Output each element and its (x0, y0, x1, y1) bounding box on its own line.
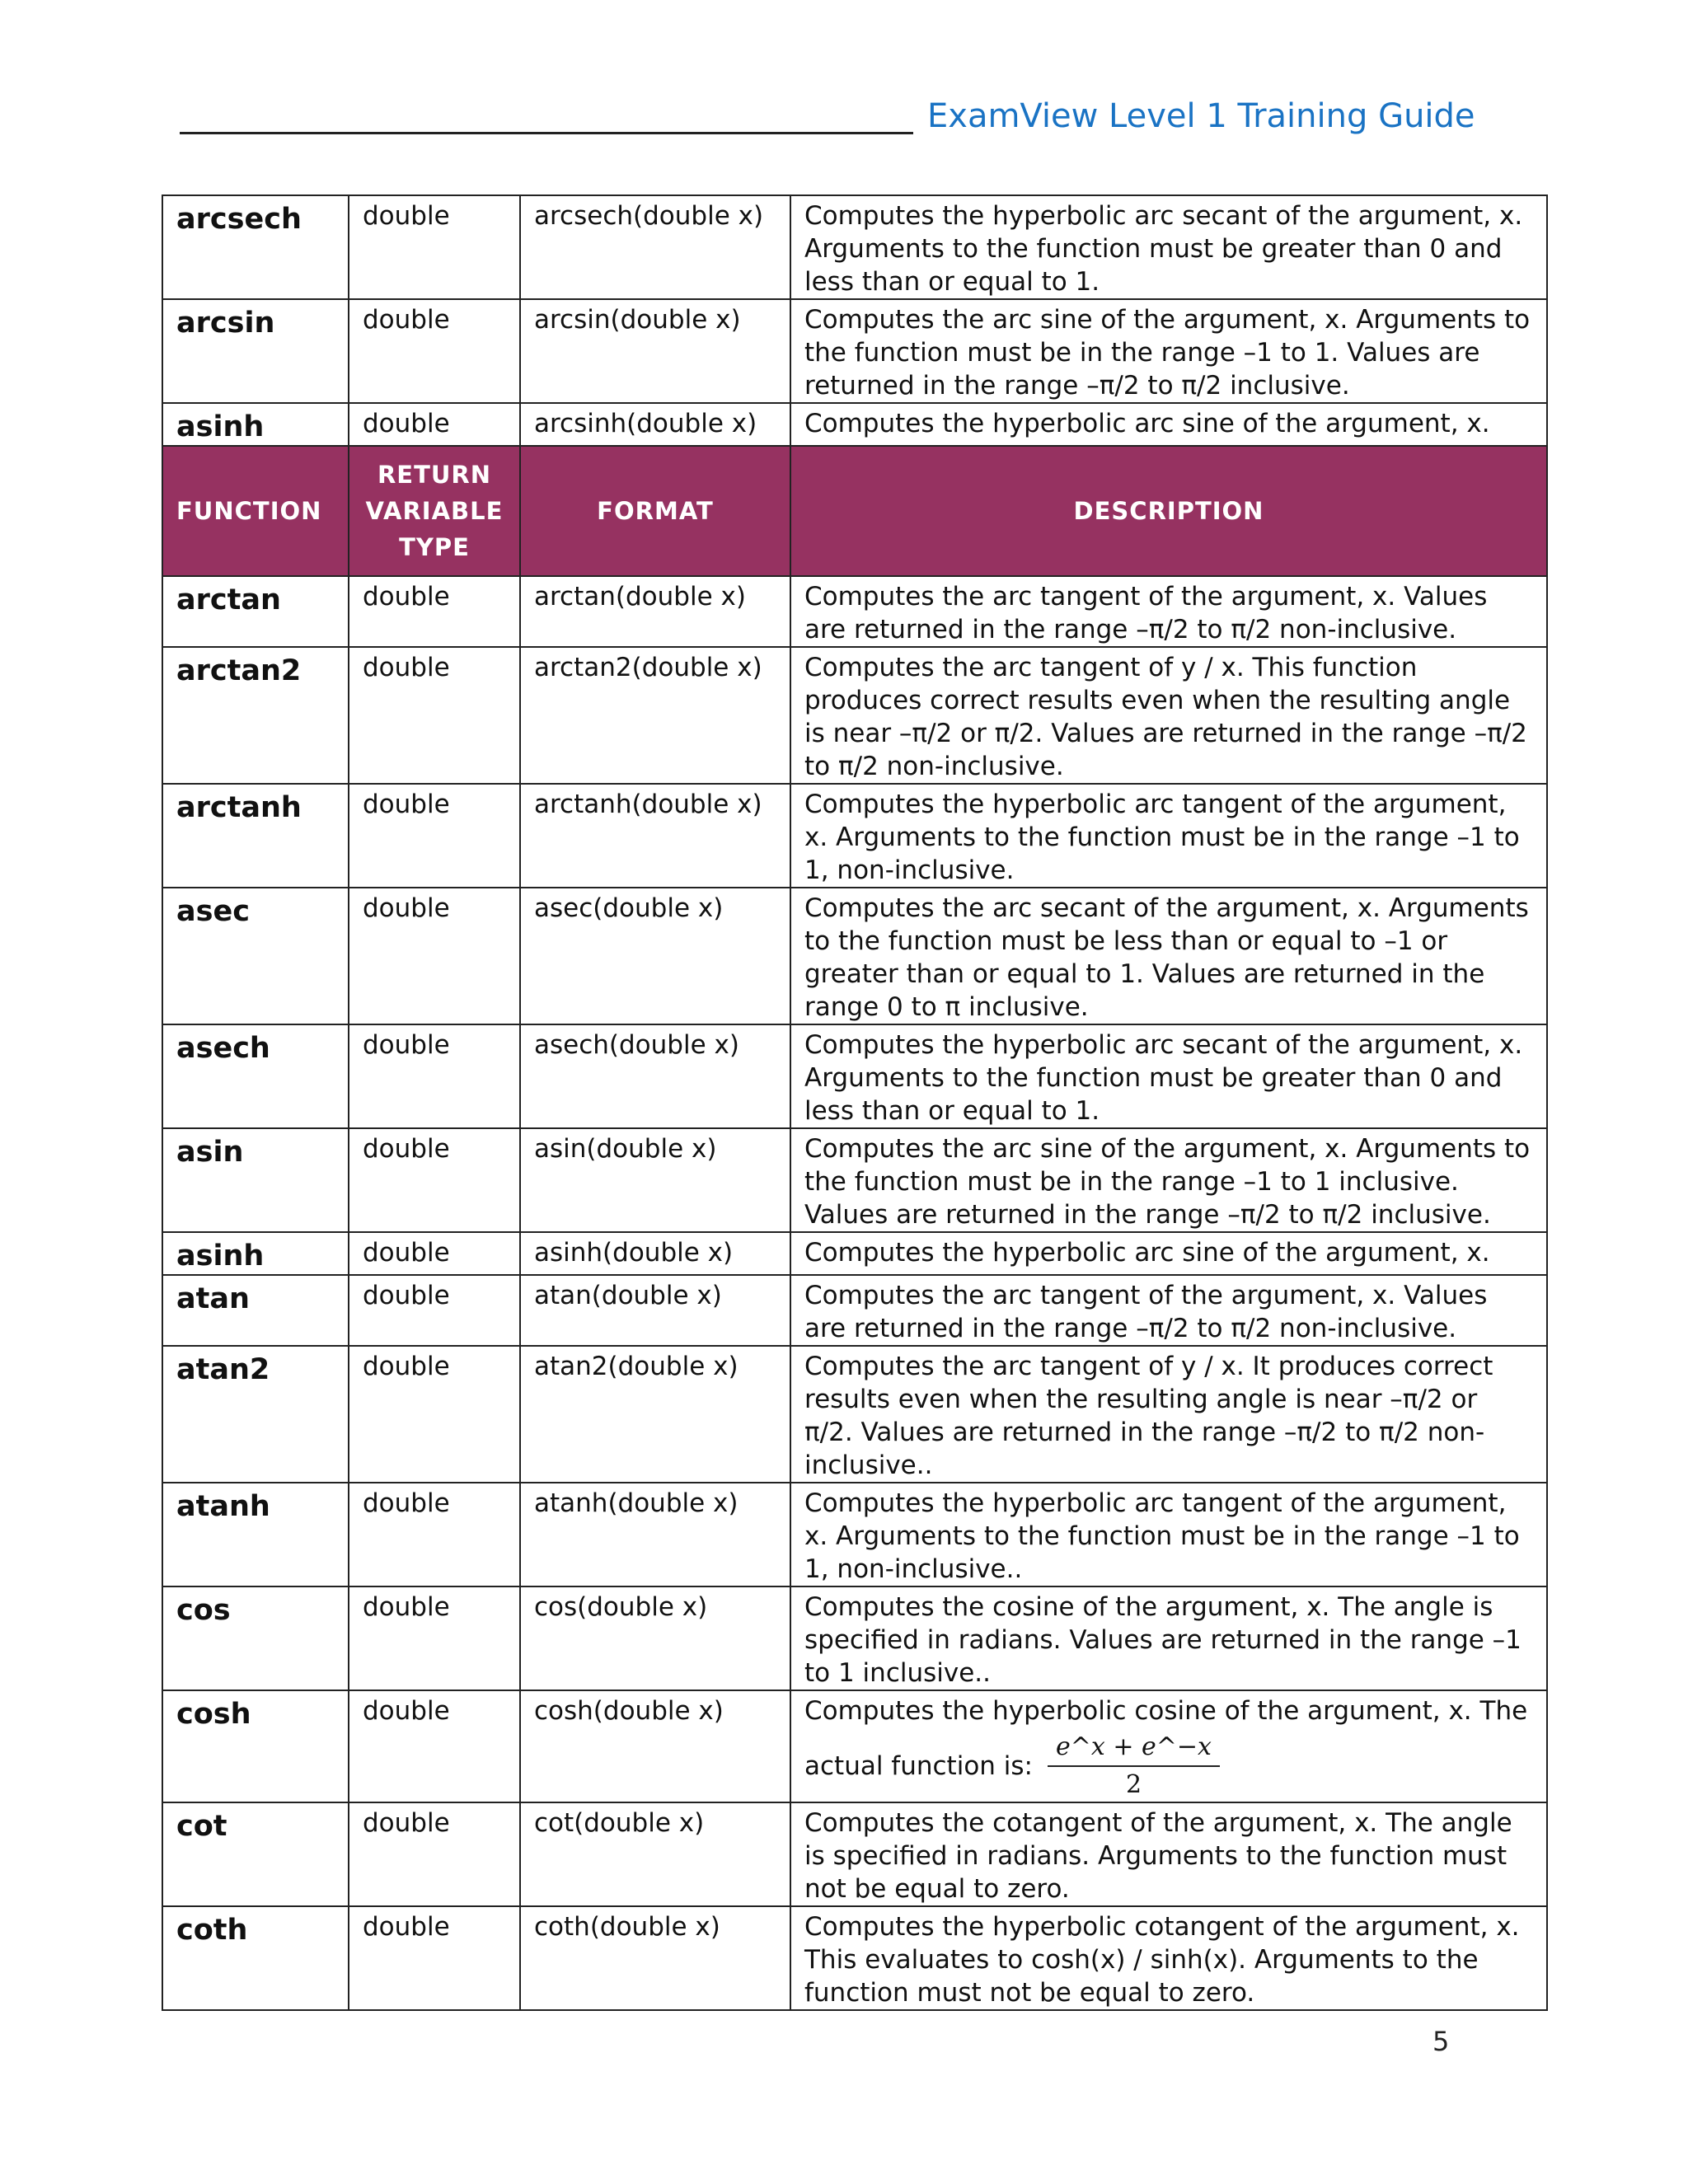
description: Computes the hyperbolic arc secant of the argument, x. Arguments to the function must be greater than 0 and less than or equal to 1. (790, 195, 1547, 299)
formula-numerator: e^x + e^−x (1048, 1731, 1220, 1767)
functions-table (162, 194, 1548, 2011)
return-type: double (349, 1346, 520, 1483)
format: cot(double x) (520, 1802, 790, 1906)
header-return-type: RETURN VARIABLE TYPE (349, 446, 520, 576)
formula-fraction (1048, 1731, 1220, 1802)
description: Computes the hyperbolic cotangent of the argument, x. This evaluates to cosh(x) / sinh(x). Arguments to the function must not be equal to zero. (790, 1906, 1547, 2010)
return-type: double (349, 1128, 520, 1232)
return-type: double (349, 888, 520, 1024)
function-name: arctanh (162, 784, 349, 888)
function-name: asech (162, 1024, 349, 1128)
table-row (162, 299, 1547, 403)
function-name: cosh (162, 1690, 349, 1802)
return-type: double (349, 403, 520, 446)
return-type: double (349, 1586, 520, 1690)
function-name: atan2 (162, 1346, 349, 1483)
header-description: DESCRIPTION (790, 446, 1547, 576)
function-name: arctan (162, 576, 349, 647)
formula-row (804, 1731, 1533, 1802)
function-name: arcsech (162, 195, 349, 299)
table-row (162, 784, 1547, 888)
function-name: asec (162, 888, 349, 1024)
table-row (162, 1024, 1547, 1128)
return-type: double (349, 299, 520, 403)
format: arcsinh(double x) (520, 403, 790, 446)
header-function: FUNCTION (162, 446, 349, 576)
return-type: double (349, 784, 520, 888)
format: atan2(double x) (520, 1346, 790, 1483)
description-text: Computes the hyperbolic cosine of the argument, x. The (804, 1696, 1528, 1726)
format: arctanh(double x) (520, 784, 790, 888)
table-row (162, 1906, 1547, 2010)
header-format: FORMAT (520, 446, 790, 576)
return-type: double (349, 647, 520, 784)
table-row (162, 1802, 1547, 1906)
description: Computes the hyperbolic arc sine of the argument, x. (790, 403, 1547, 446)
return-type: double (349, 1232, 520, 1275)
format: cosh(double x) (520, 1690, 790, 1802)
format: asech(double x) (520, 1024, 790, 1128)
function-name: arcsin (162, 299, 349, 403)
function-name: atanh (162, 1483, 349, 1586)
format: asec(double x) (520, 888, 790, 1024)
format: arctan(double x) (520, 576, 790, 647)
format: coth(double x) (520, 1906, 790, 2010)
description: Computes the arc secant of the argument, x. Arguments to the function must be less than or equal to –1 or greater than or equal to 1. Values are returned in the range 0 to π inclusive. (790, 888, 1547, 1024)
return-type: double (349, 1802, 520, 1906)
function-name: arctan2 (162, 647, 349, 784)
format: cos(double x) (520, 1586, 790, 1690)
table-row (162, 1232, 1547, 1275)
description: Computes the hyperbolic arc tangent of the argument, x. Arguments to the function must be in the range –1 to 1, non-inclusive. (790, 784, 1547, 888)
function-name: asinh (162, 1232, 349, 1275)
header-rule (180, 132, 913, 134)
description: Computes the cotangent of the argument, x. The angle is specified in radians. Arguments to the function must not be equal to zero. (790, 1802, 1547, 1906)
format: atanh(double x) (520, 1483, 790, 1586)
function-name: asin (162, 1128, 349, 1232)
function-name: cot (162, 1802, 349, 1906)
function-name: asinh (162, 403, 349, 446)
table-row (162, 195, 1547, 299)
return-type: double (349, 1275, 520, 1346)
return-type: double (349, 576, 520, 647)
description: Computes the arc tangent of the argument, x. Values are returned in the range –π/2 to π/2 non-inclusive. (790, 1275, 1547, 1346)
description: Computes the hyperbolic arc sine of the argument, x. (790, 1232, 1547, 1275)
format: asinh(double x) (520, 1232, 790, 1275)
description: Computes the arc tangent of the argument, x. Values are returned in the range –π/2 to π/2 non-inclusive. (790, 576, 1547, 647)
description (790, 1690, 1547, 1802)
table-row (162, 1128, 1547, 1232)
table-row (162, 1690, 1547, 1802)
description: Computes the hyperbolic arc secant of the argument, x. Arguments to the function must be greater than 0 and less than or equal to 1. (790, 1024, 1547, 1128)
description: Computes the cosine of the argument, x. The angle is specified in radians. Values are returned in the range –1 to 1 inclusive.. (790, 1586, 1547, 1690)
table-row (162, 576, 1547, 647)
return-type: double (349, 1690, 520, 1802)
page-header-title: ExamView Level 1 Training Guide (927, 97, 1475, 135)
description: Computes the hyperbolic arc tangent of the argument, x. Arguments to the function must be in the range –1 to 1, non-inclusive.. (790, 1483, 1547, 1586)
table-row (162, 1346, 1547, 1483)
table-row (162, 1586, 1547, 1690)
table-row (162, 647, 1547, 784)
description: Computes the arc tangent of y / x. This function produces correct results even when the resulting angle is near –π/2 or π/2. Values are returned in the range –π/2 to π/2 non-inclusive. (790, 647, 1547, 784)
formula-label: actual function is: (804, 1751, 1034, 1781)
return-type: double (349, 1024, 520, 1128)
table-row (162, 1275, 1547, 1346)
table-row (162, 888, 1547, 1024)
format: arctan2(double x) (520, 647, 790, 784)
function-name: coth (162, 1906, 349, 2010)
return-type: double (349, 195, 520, 299)
table-header-row (162, 446, 1547, 576)
format: arcsech(double x) (520, 195, 790, 299)
return-type: double (349, 1483, 520, 1586)
description: Computes the arc sine of the argument, x. Arguments to the function must be in the range –1 to 1 inclusive. Values are returned in the range –π/2 to π/2 inclusive. (790, 1128, 1547, 1232)
format: atan(double x) (520, 1275, 790, 1346)
function-name: atan (162, 1275, 349, 1346)
formula-denominator: 2 (1125, 1770, 1142, 1799)
format: arcsin(double x) (520, 299, 790, 403)
page-number: 5 (1432, 2026, 1450, 2057)
return-type: double (349, 1906, 520, 2010)
table-row (162, 403, 1547, 446)
function-name: cos (162, 1586, 349, 1690)
description: Computes the arc sine of the argument, x. Arguments to the function must be in the range –1 to 1. Values are returned in the range –π/2 to π/2 inclusive. (790, 299, 1547, 403)
table-row (162, 1483, 1547, 1586)
format: asin(double x) (520, 1128, 790, 1232)
description: Computes the arc tangent of y / x. It produces correct results even when the resulting angle is near –π/2 or π/2. Values are returned in the range –π/2 to π/2 non-inclusive.. (790, 1346, 1547, 1483)
